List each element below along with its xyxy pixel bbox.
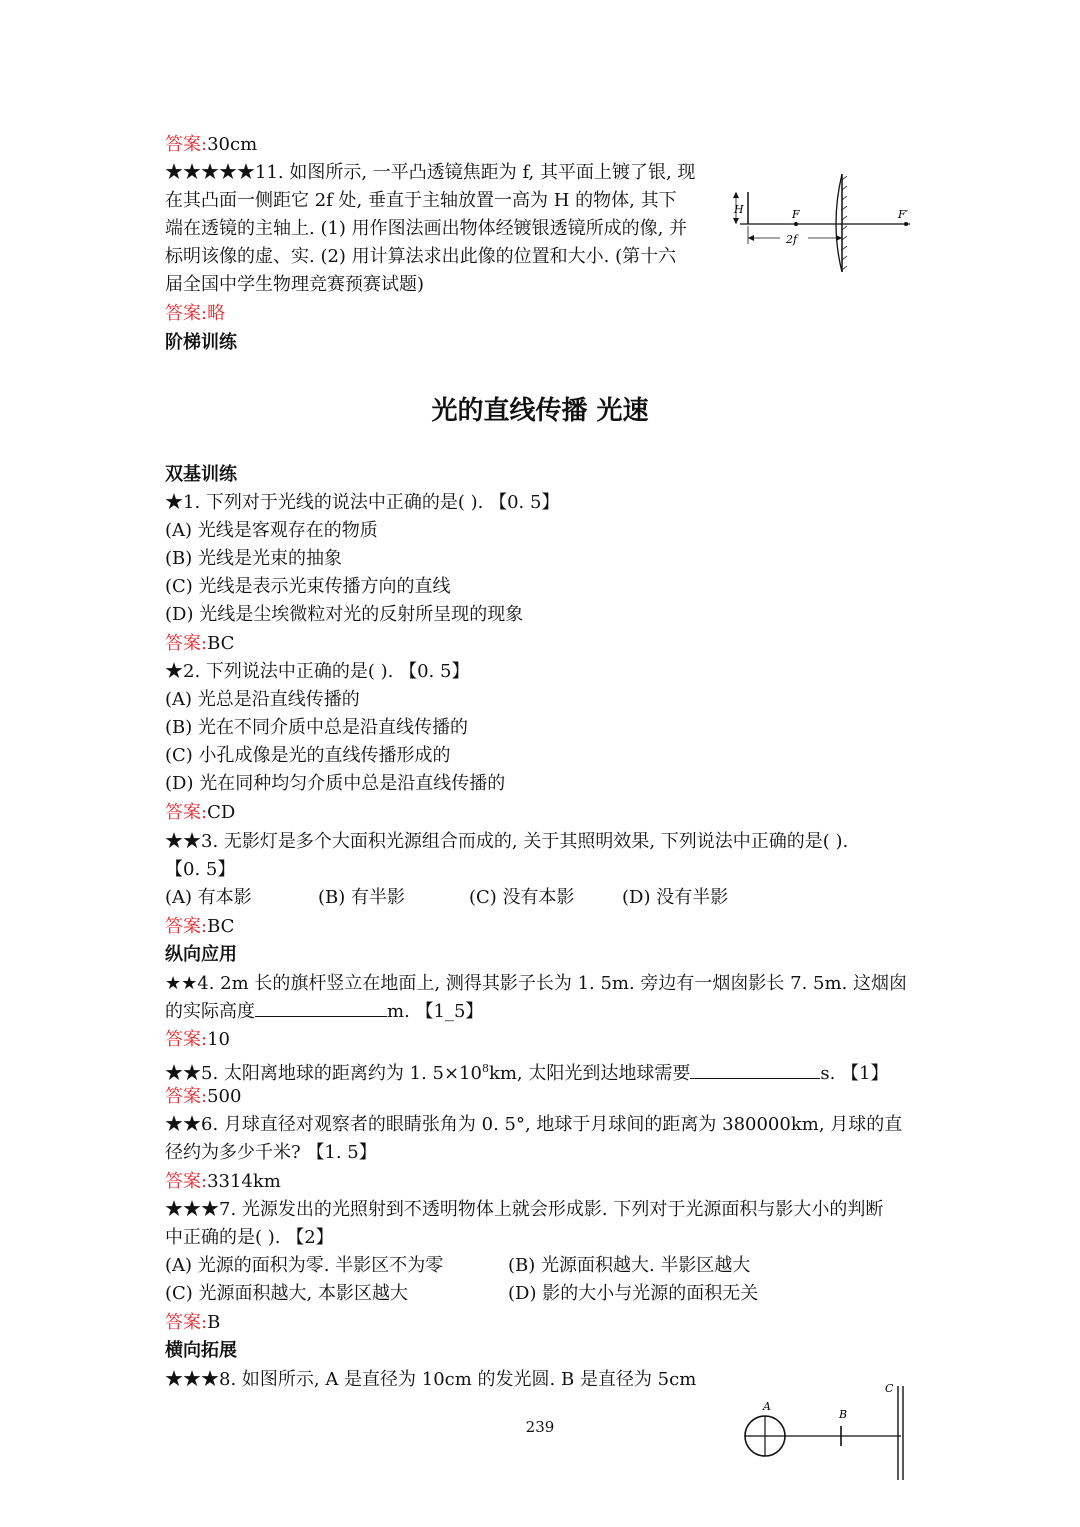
q2-stem: ★2. 下列说法中正确的是( ). 【0. 5】: [165, 661, 470, 682]
q3-stem-line-2: 【0. 5】: [165, 859, 236, 880]
q1-stem: ★1. 下列对于光线的说法中正确的是( ). 【0. 5】: [165, 492, 560, 513]
q3-option-c: (C) 没有本影: [469, 887, 575, 908]
prev-answer: [165, 131, 257, 159]
q7-option-a: (A) 光源的面积为零. 半影区不为零: [165, 1255, 444, 1276]
section-heading-vertical: 纵向应用: [165, 944, 237, 965]
q4-line-2-post: m. 【1_5】: [387, 1001, 484, 1022]
answer-label: 答案:: [165, 916, 208, 937]
label-b: B: [839, 1408, 848, 1421]
answer-value: BC: [207, 633, 235, 654]
answer-value: 略: [207, 303, 226, 324]
section-heading-horizontal: 横向拓展: [165, 1340, 237, 1361]
q3-option-d: (D) 没有半影: [622, 887, 729, 908]
answer-value: 10: [207, 1029, 230, 1050]
q2-option-b: (B) 光在不同介质中总是沿直线传播的: [165, 717, 468, 738]
label-c: C: [885, 1382, 894, 1395]
q11-line-4: 标明该像的虚、实. (2) 用计算法求出此像的位置和大小. (第十六: [165, 246, 677, 267]
q7-option-b: (B) 光源面积越大. 半影区越大: [508, 1255, 751, 1276]
q5-stem-pre: ★★5. 太阳离地球的距离约为 1. 5×10: [165, 1063, 482, 1084]
q7-option-d: (D) 影的大小与光源的面积无关: [508, 1283, 759, 1304]
q3-answer: [165, 913, 234, 941]
answer-value: BC: [207, 916, 235, 937]
q11-line-5: 届全国中学生物理竞赛预赛试题): [165, 274, 425, 295]
answer-label: 答案:: [165, 633, 208, 654]
q4-line-2: [165, 998, 483, 1026]
answer-label: 答案:: [165, 1086, 208, 1107]
q11-answer: [165, 300, 225, 328]
q2-answer: [165, 799, 235, 827]
q2-option-d: (D) 光在同种均匀介质中总是沿直线传播的: [165, 773, 506, 794]
q5-stem: [165, 1055, 889, 1088]
q11-line-2: 在其凸面一侧距它 2f 处, 垂直于主轴放置一高为 H 的物体, 其下: [165, 190, 677, 211]
answer-value: CD: [207, 802, 236, 823]
answer-label: 答案:: [165, 1029, 208, 1050]
q4-fill-blank[interactable]: [255, 998, 387, 1017]
label-h: H: [734, 203, 744, 216]
label-f: F: [792, 208, 800, 221]
lens-diagram: [730, 170, 920, 275]
q1-option-a: (A) 光线是客观存在的物质: [165, 520, 378, 541]
q11-line-3: 端在透镜的主轴上. (1) 用作图法画出物体经镀银透镜所成的像, 并: [165, 218, 688, 239]
section-heading-basic: 双基训练: [165, 464, 237, 485]
q3-stem-line-1: ★★3. 无影灯是多个大面积光源组合而成的, 关于其照明效果, 下列说法中正确的是( ).: [165, 831, 849, 852]
answer-value: B: [207, 1312, 221, 1333]
label-a: A: [763, 1400, 771, 1413]
q4-line-1: ★★4. 2m 长的旗杆竖立在地面上, 测得其影子长为 1. 5m. 旁边有一烟囱影长 7. 5m. 这烟囱: [165, 973, 908, 994]
q8-line-1: ★★★8. 如图所示, A 是直径为 10cm 的发光圆. B 是直径为 5cm: [165, 1369, 697, 1390]
q7-line-1: ★★★7. 光源发出的光照射到不透明物体上就会形成影. 下列对于光源面积与影大小的判断: [165, 1199, 884, 1220]
q2-option-a: (A) 光总是沿直线传播的: [165, 689, 360, 710]
label-f-prime: F′: [898, 208, 909, 221]
q6-answer: [165, 1168, 281, 1196]
q6-line-2: 径约为多少千米? 【1. 5】: [165, 1142, 377, 1163]
q3-option-b: (B) 有半影: [318, 887, 405, 908]
chapter-title: 光的直线传播 光速: [431, 396, 649, 426]
q5-stem-mid: km, 太阳光到达地球需要: [488, 1063, 691, 1084]
q2-option-c: (C) 小孔成像是光的直线传播形成的: [165, 745, 451, 766]
page-number: 239: [525, 1418, 555, 1436]
section-heading-ladder: 阶梯训练: [165, 332, 237, 353]
q11-line-1: ★★★★★11. 如图所示, 一平凸透镜焦距为 f, 其平面上镀了银, 现: [165, 162, 696, 183]
q1-option-b: (B) 光线是光束的抽象: [165, 548, 342, 569]
answer-value: 3314km: [207, 1171, 281, 1192]
q7-option-c: (C) 光源面积越大, 本影区越大: [165, 1283, 408, 1304]
q4-answer: [165, 1026, 230, 1054]
label-2f: 2f: [786, 233, 798, 246]
q3-option-a: (A) 有本影: [165, 887, 252, 908]
answer-value: 500: [207, 1086, 242, 1107]
q5-fill-blank[interactable]: [690, 1060, 820, 1079]
answer-label: 答案:: [165, 303, 208, 324]
answer-label: 答案:: [165, 134, 208, 155]
answer-value: 30cm: [207, 134, 258, 155]
q1-option-d: (D) 光线是尘埃微粒对光的反射所呈现的现象: [165, 604, 524, 625]
q1-answer: [165, 630, 234, 658]
q7-answer: [165, 1309, 220, 1337]
q4-line-2-pre: 的实际高度: [165, 1001, 255, 1022]
q6-line-1: ★★6. 月球直径对观察者的眼睛张角为 0. 5°, 地球于月球间的距离为 380000km, 月球的直: [165, 1114, 903, 1135]
q7-line-2: 中正确的是( ). 【2】: [165, 1227, 334, 1248]
q5-exponent: 8: [481, 1062, 489, 1075]
q5-stem-post: s. 【1】: [820, 1063, 889, 1084]
answer-label: 答案:: [165, 1171, 208, 1192]
q5-answer: [165, 1083, 241, 1111]
answer-label: 答案:: [165, 1312, 208, 1333]
answer-label: 答案:: [165, 802, 208, 823]
q1-option-c: (C) 光线是表示光束传播方向的直线: [165, 576, 451, 597]
